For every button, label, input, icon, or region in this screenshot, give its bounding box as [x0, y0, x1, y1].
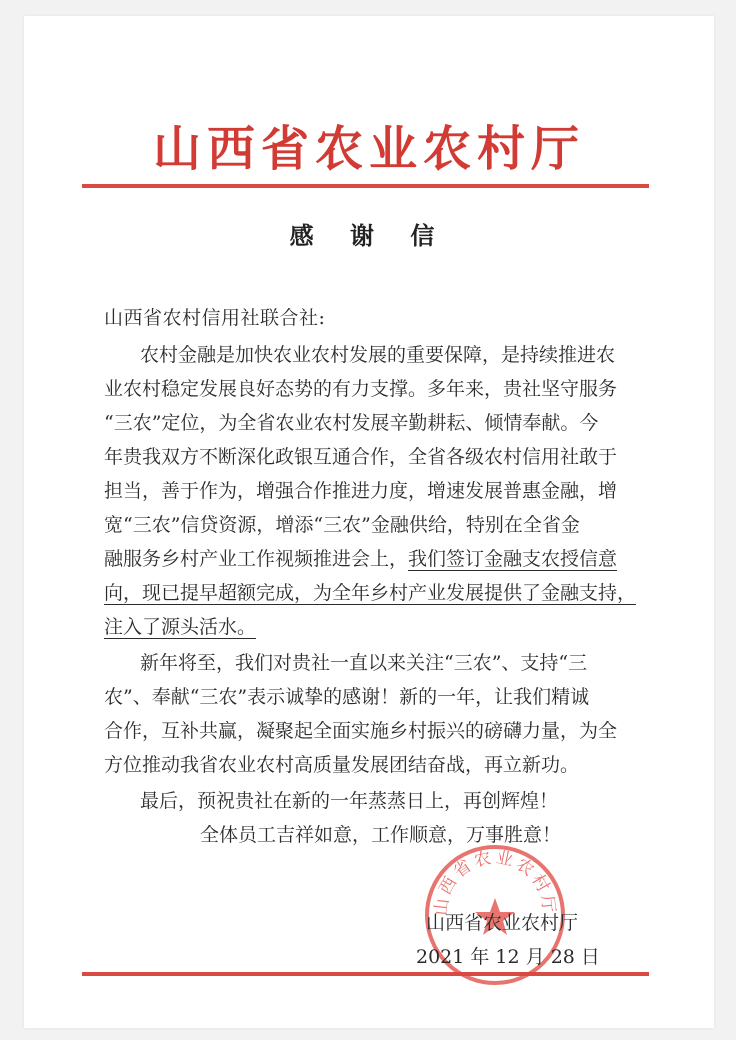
body-line-7-underlined: 我们签订金融支农授信意	[408, 548, 618, 570]
body-line-3: “三农”定位，为全省农业农村发展辛勤耕耘、倾情奉献。今	[104, 412, 599, 434]
body-line-4: 年贵我双方不断深化政银互通合作，全省各级农村信用社敢于	[104, 446, 618, 468]
letterhead-organization: 山西省农业农村厅	[152, 121, 585, 177]
body-line-6: 宽“三农”信贷资源，增添“三农”金融供给，特别在全省金	[104, 514, 580, 536]
body-line-1: 农村金融是加快农业农村发展的重要保障，是持续推进农	[140, 344, 616, 366]
closing-line-2: 全体员工吉祥如意，工作顺意，万事胜意！	[200, 824, 562, 846]
body-line-13: 方位推动我省农业农村高质量发展团结奋战，再立新功。	[104, 754, 580, 776]
body-line-2: 业农村稳定发展良好态势的有力支撑。多年来，贵社坚守服务	[104, 378, 618, 400]
body-line-12: 合作，互补共赢，凝聚起全面实施乡村振兴的磅礴力量，为全	[104, 720, 618, 742]
body-line-8-underlined-a: 向，现已提早超额完成，	[104, 582, 314, 604]
body-line-7	[104, 545, 617, 573]
closing-line-1: 最后，预祝贵社在新的一年蒸蒸日上，再创辉煌！	[140, 790, 559, 812]
letterhead-red-rule	[82, 184, 649, 188]
body-line-8-underlined-b: 为全年乡村产业发展提供了金融支持，	[313, 582, 637, 604]
body-line-7-plain: 融服务乡村产业工作视频推进会上，	[104, 548, 409, 570]
document-title: 感 谢 信	[289, 222, 449, 250]
salutation: 山西省农村信用社联合社:	[104, 307, 326, 329]
body-line-8	[104, 579, 636, 607]
body-line-5: 担当，善于作为，增强合作推进力度，增速发展普惠金融，增	[104, 480, 618, 502]
signature-organization: 山西省农业农村厅	[426, 912, 579, 934]
body-line-9	[104, 613, 256, 641]
body-line-11: 农”、奉献“三农”表示诚挚的感谢！新的一年，让我们精诚	[104, 686, 590, 708]
letter-page	[24, 16, 714, 1028]
signature-date: 2021 年 12 月 28 日	[416, 946, 600, 968]
body-line-10: 新年将至，我们对贵社一直以来关注“三农”、支持“三	[140, 652, 588, 674]
body-line-9-underlined: 注入了源头活水。	[104, 616, 257, 638]
seal-text: 山西省农业农村厅	[431, 847, 559, 917]
